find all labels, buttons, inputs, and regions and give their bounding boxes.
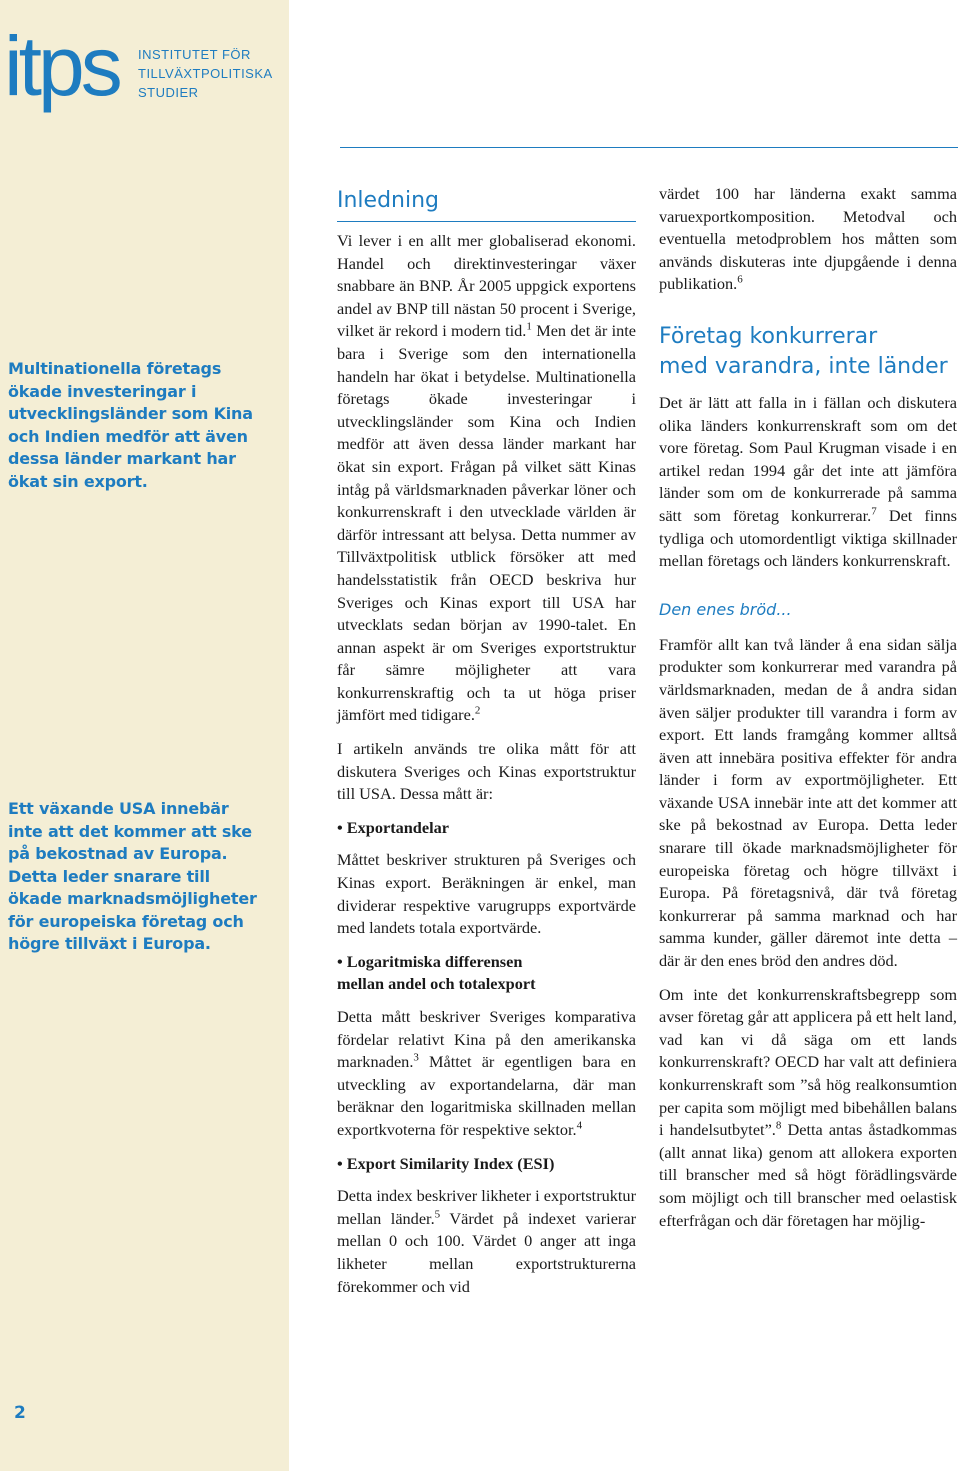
footnote-ref: 1 — [526, 320, 532, 333]
top-rule — [340, 147, 958, 148]
paragraph-text: Om inte det konkurrenskraftsbegrepp som avser företag går att applicera på ett helt land, vad kan vi då säga om ett lands konkurrenskraft? OECD har valt att definiera konkurrenskraft som ”så hög realkonsumtion per capita som möjligt med bibehållen balans i handelsutbytet”. — [659, 984, 957, 1140]
paragraph-text: Detta antas åstadkommas (allt annat lika) genom att allokera exporten till branscher med så högt förädlingsvärde som möjligt och till branscher med oelastisk efterfrågan och där företagen har möjlig- — [659, 1120, 958, 1230]
paragraph — [337, 1185, 636, 1298]
section-heading-inledning: Inledning — [337, 187, 636, 222]
logo-line-1: INSTITUTET FÖR — [138, 47, 251, 62]
subheading-den-enes-brod: Den enes bröd... — [659, 599, 792, 619]
logo-line-2: TILLVÄXTPOLITISKA — [138, 66, 273, 81]
paragraph: Måttet beskriver strukturen på Sveriges och Kinas export. Beräkningen är enkel, man dividerar respektive varugrupps exportvärde med landets totala exportvärde. — [337, 850, 636, 938]
paragraph — [337, 230, 636, 727]
text-column-2 — [659, 183, 957, 1232]
paragraph-text: Men det är inte bara i Sverige som den internationella handeln har ökat i betydelse. Multinationella företags ökade investeringar i utvecklingsländer som Kina och Indien medför att även dessa länder markant har ökat sin export. Frågan på vilket sätt Kinas intåg på världsmarknaden påverkar löner och konkurrenskraft i den utvecklade världen är därför intressant att belysa. Detta nummer av Tillväxtpolitisk utblick försöker att med handelsstatistik från OECD beskriva hur Sveriges och Kinas export till USA har utvecklats sedan början av 1990-talet. En annan aspekt är om Sveriges exportstruktur får sämre möjligheter att vara konkurrenskraftig och ta ut höga priser jämfört med tidigare. — [337, 321, 637, 725]
itps-logo — [0, 19, 289, 128]
paragraph-text: Det är lätt att falla in i fällan och diskutera olika länders konkurrenskraft som om det vore företag. Som Paul Krugman visade i en artikel redan 1994 går det inte att jämföra länder som om de konkurrerade på samma sätt som företag konkurrerar. — [659, 392, 957, 525]
logo-institute-name — [138, 45, 273, 102]
footnote-ref: 5 — [434, 1208, 441, 1221]
page-number: 2 — [14, 1403, 26, 1423]
footnote-ref: 3 — [413, 1051, 419, 1064]
paragraph-text: Detta mått beskriver Sveriges komparativa fördelar relativt Kina på den amerikanska marknaden. — [337, 1007, 636, 1072]
paragraph-text: Måttet är egentligen bara en utveckling av exportandelarna, där man beräknar den logaritmiska skillnaden mellan exportkvoterna för respektive sektor. — [337, 1052, 636, 1139]
footnote-ref: 4 — [576, 1119, 583, 1132]
footnote-ref: 7 — [871, 505, 877, 518]
heading-line: med varandra, inte länder — [659, 353, 948, 379]
paragraph-text: värdet 100 har länderna exakt samma varuexportkomposition. Metodval och eventuella metodproblem hos måtten som används diskuteras inte djupgående i denna publikation. — [659, 184, 957, 294]
logo-wordmark: itps — [4, 19, 119, 113]
paragraph-text: Vi lever i en allt mer globaliserad ekonomi. Handel och direktinvesteringar växer snabbare än BNP. År 2005 uppgick exportens andel av BNP till nästan 50 procent i Sverige, vilket är rekord i modern tid. — [337, 231, 636, 341]
bullet-line: • Logaritmiska differensen — [337, 951, 523, 971]
paragraph-text: Detta index beskriver likheter i exportstruktur mellan länder. — [337, 1186, 636, 1228]
paragraph — [659, 392, 957, 573]
paragraph: I artikeln används tre olika mått för att diskutera Sveriges och Kinas exportstruktur till USA. Dessa mått är: — [337, 739, 636, 804]
bullet-heading-logaritmiska — [337, 951, 636, 996]
paragraph: Framför allt kan två länder å ena sidan sälja produkter som konkurrerar med varandra på världsmarknaden, medan de å andra sidan även säljer produkter till varandra i form av export. Ett lands framgång kommer alltså även att innebära positiva effekter för andra länder i form av exportmöjligheter. Ett växande USA innebär inte att det kommer att ske på bekostnad av Europa. Detta leder snarare till ökade marknadsmöjligheter för europeiska företag och högre tillväxt i Europa. På företagsnivå, där två företag konkurrerar på samma marknad och har samma kunder, gäller däremot inte detta – där är den enes bröd den andres död. — [659, 634, 957, 971]
paragraph — [659, 984, 957, 1233]
paragraph — [337, 1006, 636, 1142]
sidebar — [0, 0, 289, 1471]
paragraph-text: Det finns tydliga och utomordentligt viktiga skillnader mellan företags och länders konkurrenskraft. — [659, 505, 957, 571]
pull-quote-2: Ett växande USA innebär inte att det kommer att ske på bekostnad av Europa. Detta leder snarare till ökade marknadsmöjligheter för europeiska företag och högre tillväxt i Europa. — [8, 799, 257, 953]
logo-line-3: STUDIER — [138, 85, 199, 100]
pull-quote-1: Multinationella företags ökade investeringar i utvecklingsländer som Kina och Indien medför att även dessa länder markant har ökat sin export. — [8, 359, 253, 491]
footnote-ref: 2 — [474, 705, 481, 718]
section-heading-foretag — [659, 322, 957, 382]
footnote-ref: 6 — [737, 273, 743, 286]
bullet-heading-esi: • Export Similarity Index (ESI) — [337, 1153, 555, 1173]
bullet-line: mellan andel och totalexport — [337, 974, 536, 994]
paragraph-text: Värdet på indexet varierar mellan 0 och 100. Värdet 0 anger att inga likheter mellan exportstrukturerna förekommer och vid — [337, 1208, 636, 1296]
heading-line: Företag konkurrerar — [659, 323, 878, 349]
text-column-1 — [337, 183, 636, 1298]
bullet-heading-exportandelar: • Exportandelar — [337, 817, 449, 837]
paragraph — [659, 183, 957, 296]
footnote-ref: 8 — [775, 1119, 782, 1132]
